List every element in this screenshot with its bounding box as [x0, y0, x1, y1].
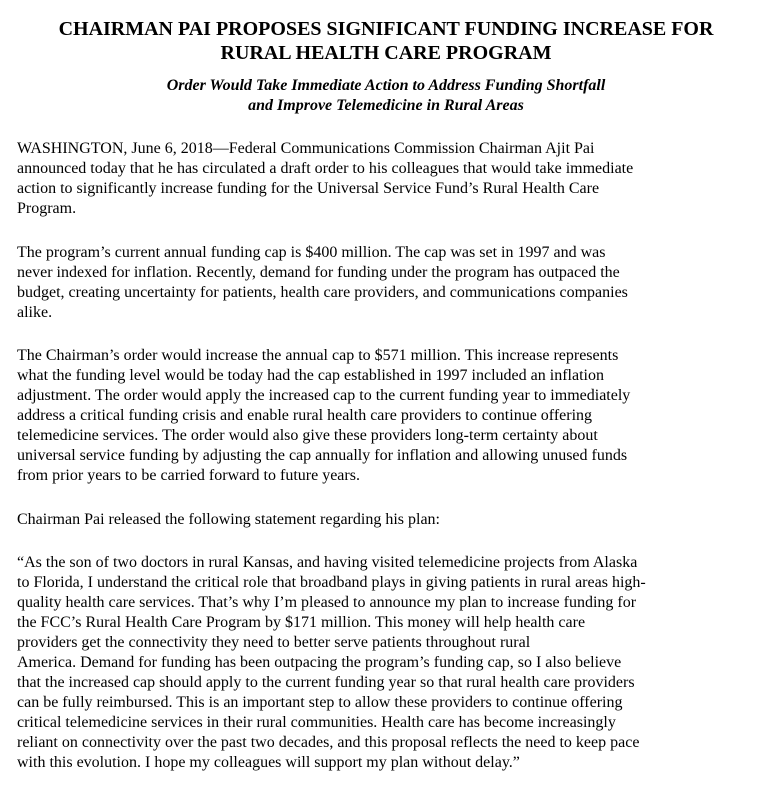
- text-line: critical telemedicine services in their rural communities. Health care has become increasingly: [17, 714, 616, 731]
- text-line: what the funding level would be today had the cap established in 1997 included an inflation: [17, 367, 604, 384]
- text-line: telemedicine services. The order would also give these providers long-term certainty about: [17, 427, 598, 444]
- paragraph-chairman-quote: [17, 553, 646, 773]
- text-line: The Chairman’s order would increase the annual cap to $571 million. This increase represents: [17, 347, 619, 364]
- text-line: reliant on connectivity over the past two decades, and this proposal reflects the need to keep pace: [17, 734, 640, 751]
- headline: [10, 17, 762, 65]
- text-line: universal service funding by adjusting the cap annually for inflation and allowing unused funds: [17, 447, 628, 464]
- text-line: alike.: [17, 304, 53, 321]
- text-line: from prior years to be carried forward to future years.: [17, 467, 360, 484]
- text-line: with this evolution. I hope my colleagues will support my plan without delay.”: [17, 754, 520, 771]
- text-line: budget, creating uncertainty for patients, health care providers, and communications companies: [17, 284, 628, 301]
- text-line: to Florida, I understand the critical role that broadband plays in giving patients in rural areas high-: [17, 574, 646, 591]
- text-line: action to significantly increase funding for the Universal Service Fund’s Rural Health Care: [17, 180, 600, 197]
- headline-line: RURAL HEALTH CARE PROGRAM: [220, 42, 552, 64]
- subheadline-line: and Improve Telemedicine in Rural Areas: [248, 97, 524, 114]
- text-line: can be fully reimbursed. This is an important step to allow these providers to continue offering: [17, 694, 623, 711]
- text-line: never indexed for inflation. Recently, demand for funding under the program has outpaced the: [17, 264, 620, 281]
- subheadline: [10, 76, 762, 116]
- text-line: America. Demand for funding has been outpacing the program’s funding cap, so I also believe: [17, 654, 622, 671]
- paragraph-order-details: [17, 346, 630, 486]
- text-line: adjustment. The order would apply the increased cap to the current funding year to immediately: [17, 387, 631, 404]
- text-line: providers get the connectivity they need to better serve patients throughout rural: [17, 634, 531, 651]
- text-line: the FCC’s Rural Health Care Program by $171 million. This money will help health care: [17, 614, 586, 631]
- paragraph-announcement: [17, 139, 633, 219]
- text-line: announced today that he has circulated a draft order to his colleagues that would take immediate: [17, 160, 634, 177]
- text-line: Program.: [17, 200, 77, 217]
- text-line: The program’s current annual funding cap is $400 million. The cap was set in 1997 and was: [17, 244, 606, 261]
- headline-line: CHAIRMAN PAI PROPOSES SIGNIFICANT FUNDING INCREASE FOR: [58, 18, 714, 40]
- text-line: Chairman Pai released the following statement regarding his plan:: [17, 511, 440, 528]
- text-line: “As the son of two doctors in rural Kansas, and having visited telemedicine projects from Alaska: [17, 554, 638, 571]
- text-line: that the increased cap should apply to the current funding year so that rural health care providers: [17, 674, 635, 691]
- text-line: address a critical funding crisis and enable rural health care providers to continue offering: [17, 407, 593, 424]
- paragraph-statement-intro: [17, 510, 440, 530]
- text-line: WASHINGTON, June 6, 2018—Federal Communications Commission Chairman Ajit Pai: [17, 140, 595, 157]
- subheadline-line: Order Would Take Immediate Action to Address Funding Shortfall: [166, 77, 606, 94]
- text-line: quality health care services. That’s why I’m pleased to announce my plan to increase funding for: [17, 594, 637, 611]
- paragraph-current-cap: [17, 243, 628, 323]
